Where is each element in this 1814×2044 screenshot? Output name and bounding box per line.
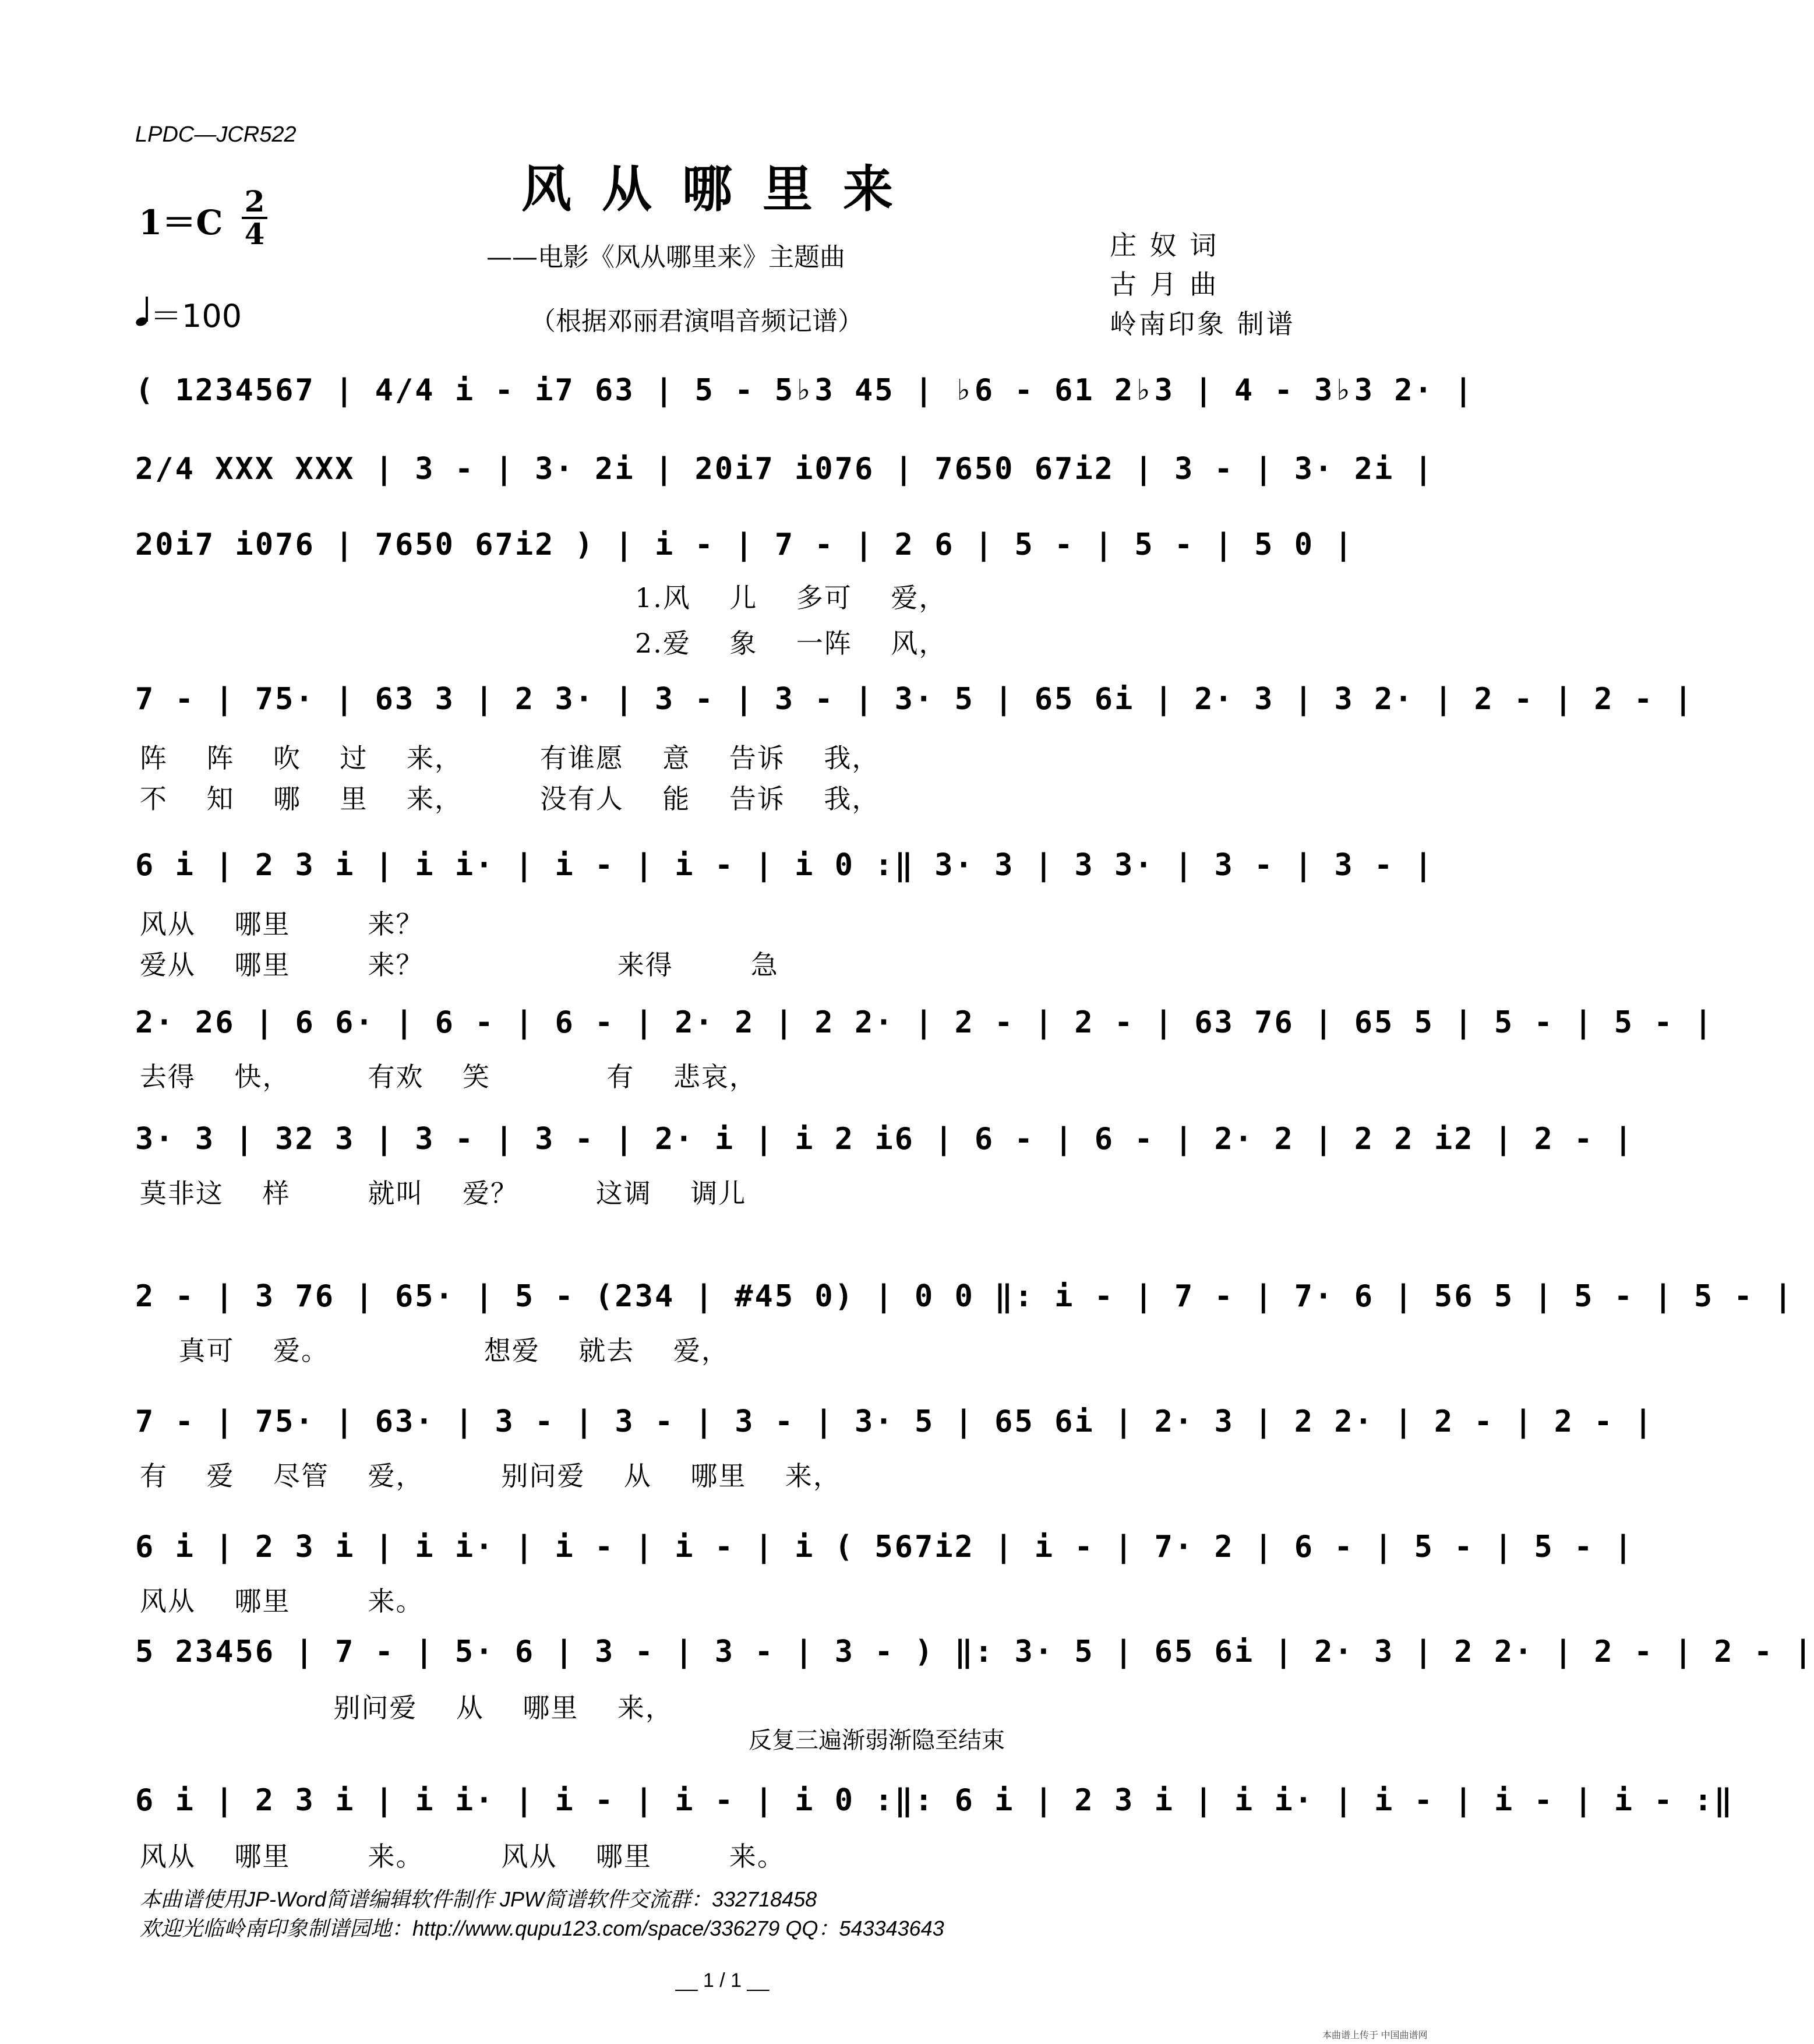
staff-row-7: 3· 3 | 32 3 | 3 - | 3 - | 2· i | i 2 i6 | 6 - | 6 - | 2· 2 | 2 2 i2 | 2 - | [135,1122,1634,1157]
lyric-row-8: 真可 爱。 想爱 就去 爱， [140,1335,729,1366]
staff-row-12: 6 i | 2 3 i | i i· | i - | i - | i 0 :‖: 6 i | 2 3 i | i i· | i - | i - | i - :‖ [135,1783,1734,1818]
key-signature: 1＝C [139,203,223,242]
lyric-row-10: 风从 哪里 来。 [140,1585,424,1617]
lyric-row-6: 去得 快， 有欢 笑 有 悲哀， [140,1061,757,1093]
staff-row-11: 5 23456 | 7 - | 5· 6 | 3 - | 3 - | 3 - ) ‖: 3· 5 | 65 6i | 2· 3 | 2 2· | 2 - | 2 - | [135,1634,1814,1669]
meter-bottom: 4 [244,217,265,251]
footer-website-line: 欢迎光临岭南印象制谱园地：http://www.qupu123.com/space/336279 QQ：543343643 [140,1916,944,1940]
staff-row-10: 6 i | 2 3 i | i i· | i - | i - | i ( 567i2 | i - | 7· 2 | 6 - | 5 - | 5 - | [135,1530,1634,1564]
staff-row-2: 2/4 XXX XXX | 3 - | 3· 2i | 20i7 i076 | 7650 67i2 | 3 - | 3· 2i | [135,452,1434,487]
lyric-row-5-verse-1: 风从 哪里 来？ [140,908,424,940]
staff-row-9: 7 - | 75· | 63· | 3 - | 3 - | 3 - | 3· 5 | 65 6i | 2· 3 | 2 2· | 2 - | 2 - | [135,1404,1654,1439]
lyric-row-9: 有 爱 尽管 爱， 别问爱 从 哪里 来， [140,1460,841,1492]
arranger-credit: 岭南印象 制谱 [1110,308,1296,340]
score-code: LPDC—JCR522 [135,122,297,147]
lyric-row-11: 别问爱 从 哪里 来， [140,1692,673,1724]
song-title: 风从哪里来 [521,160,923,219]
lyric-row-4-verse-1: 阵 阵 吹 过 来， 有谁愿 意 告诉 我， [140,742,880,774]
lyricist-credit: 庄 奴 词 [1110,230,1219,261]
lyric-row-3-verse-1: 1.风 儿 多可 爱， [635,582,947,614]
staff-row-3: 20i7 i076 | 7650 67i2 ) | i - | 7 - | 2 6 | 5 - | 5 - | 5 0 | [135,527,1354,562]
repeat-direction: 反复三遍渐弱渐隐至结束 [749,1728,1005,1753]
staff-row-4: 7 - | 75· | 63 3 | 2 3· | 3 - | 3 - | 3· 5 | 65 6i | 2· 3 | 3 2· | 2 - | 2 - | [135,682,1694,717]
quarter-note-icon [135,295,150,334]
lyric-row-4-verse-2: 不 知 哪 里 来， 没有人 能 告诉 我， [140,783,880,815]
lyric-row-5-verse-2: 爱从 哪里 来？ 来得 急 [140,949,779,981]
footer-software-line: 本曲谱使用JP-Word简谱编辑软件制作 JPW简谱软件交流群：332718458 [140,1887,817,1911]
site-watermark: 本曲谱上传于 中国曲谱网 [1322,2031,1428,2041]
page-number: __ 1 / 1 __ [675,1969,770,1992]
lyric-row-7: 莫非这 样 就叫 爱？ 这调 调儿 [140,1178,747,1209]
tempo-mark [135,291,242,336]
lyric-row-3-verse-2: 2.爱 象 一阵 风， [635,628,947,659]
song-subtitle: ——电影《风从哪里来》主题曲 [486,242,845,272]
staff-row-1: ( 1234567 | 4/4 i - i7 63 | 5 - 5♭3 45 | ♭6 - 61 2♭3 | 4 - 3♭3 2· | [135,373,1474,408]
staff-row-8: 2 - | 3 76 | 65· | 5 - (234 | #45 0) | 0 0 ‖: i - | 7 - | 7· 6 | 56 5 | 5 - | 5 - | [135,1279,1794,1314]
transcription-note: （根据邓丽君演唱音频记谱） [530,306,863,336]
composer-credit: 古 月 曲 [1110,269,1219,300]
time-signature [241,186,269,249]
meter-top: 2 [244,184,265,219]
tempo-value: ＝100 [150,298,242,334]
staff-row-6: 2· 26 | 6 6· | 6 - | 6 - | 2· 2 | 2 2· | 2 - | 2 - | 63 76 | 65 5 | 5 - | 5 - | [135,1005,1714,1040]
staff-row-5: 6 i | 2 3 i | i i· | i - | i - | i 0 :‖ 3· 3 | 3 3· | 3 - | 3 - | [135,848,1434,883]
lyric-row-12: 风从 哪里 来。 风从 哪里 来。 [140,1841,785,1872]
